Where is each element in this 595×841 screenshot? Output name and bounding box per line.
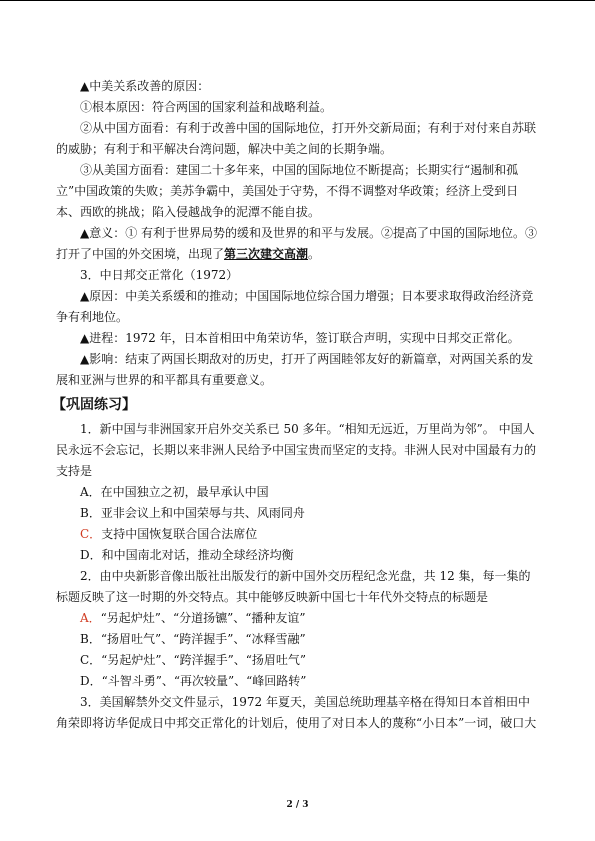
document-body bbox=[52, 76, 540, 734]
japan-title: 3．中日邦交正常化（1972） bbox=[80, 268, 239, 282]
q1-option-b: B．亚非会议上和中国荣辱与共、风雨同舟 bbox=[80, 506, 305, 520]
significance-text: ▲意义：① 有利于世界局势的缓和及世界的和平与发展。②提高了中国的国际地位。③打开了中国的外交困境，出现了 bbox=[56, 226, 538, 261]
q2-option-c: C．“另起炉灶”、“跨洋握手”、“扬眉吐气” bbox=[80, 653, 306, 667]
q2-stem: 2．由中央新影音像出版社出版发行的新中国外交历程纪念光盘，共 12 集，每一集的标题反映了这一时期的外交特点。其中能够反映新中国七十年代外交特点的标题是 bbox=[56, 569, 531, 604]
page-number: 2 / 3 bbox=[286, 800, 309, 810]
significance-paragraph bbox=[56, 223, 540, 265]
q2-option-a bbox=[56, 608, 540, 629]
q2-option-a-text: “另起炉灶”、“分道扬镳”、“播种友谊” bbox=[100, 611, 306, 625]
reasons-title: ▲中美关系改善的原因： bbox=[80, 79, 210, 93]
japan-impact: ▲影响：结束了两国长期敌对的历史，打开了两国睦邻友好的新篇章，对两国关系的发展和亚洲与世界的和平都具有重要意义。 bbox=[56, 352, 534, 387]
reason-china: ②从中国方面看：有利于改善中国的国际地位，打开外交新局面；有利于对付来自苏联的威胁；有利于和平解决台湾问题，解决中美之间的长期争端。 bbox=[56, 121, 537, 156]
q1-option-d: D．和中国南北对话，推动全球经济均衡 bbox=[80, 548, 294, 562]
q1-option-c bbox=[56, 524, 540, 545]
header-rule bbox=[0, 0, 595, 1]
q1-option-c-letter: C． bbox=[80, 527, 102, 541]
japan-process: ▲进程：1972 年，日本首相田中角荣访华，签订联合声明，实现中日邦交正常化。 bbox=[80, 331, 520, 345]
q1-stem: 1．新中国与非洲国家开启外交关系已 50 多年。“相知无远近，万里尚为邻”。 中国人民永远不会忘记，长期以来非洲人民给予中国宝贵而坚定的支持。非洲人民对中国最有力的支持是 bbox=[56, 422, 537, 478]
q2-option-d: D．“斗智斗勇”、“再次较量”、“峰回路转” bbox=[80, 674, 307, 688]
q1-option-c-text: 支持中国恢复联合国合法席位 bbox=[101, 527, 258, 541]
reason-root: ①根本原因：符合两国的国家利益和战略利益。 bbox=[80, 100, 333, 114]
significance-emphasis: 第三次建交高潮 bbox=[224, 247, 309, 261]
reason-usa: ③从美国方面看：建国二十多年来，中国的国际地位不断提高；长期实行“遏制和孤立”中国政策的失败；美苏争霸中，美国处于守势，不得不调整对华政策；经济上受到日本、西欧的挑战；陷入侵越战争的泥潭不能自拔。 bbox=[56, 163, 519, 219]
q3-stem: 3．美国解禁外交文件显示，1972 年夏天，美国总统助理基辛格在得知日本首相田中角荣即将访华促成日中邦交正常化的计划后，使用了对日本人的蔑称“小日本”一词，破口大 bbox=[56, 695, 537, 730]
q2-option-a-letter: A． bbox=[80, 611, 101, 625]
q1-option-a: A．在中国独立之初，最早承认中国 bbox=[80, 485, 269, 499]
exercise-heading: 【巩固练习】 bbox=[52, 397, 136, 413]
significance-end: 。 bbox=[308, 247, 321, 261]
japan-cause: ▲原因：中美关系缓和的推动；中国国际地位综合国力增强；日本要求取得政治经济竞争有利地位。 bbox=[56, 289, 534, 324]
q2-option-b: B．“扬眉吐气”、“跨洋握手”、“冰释雪融” bbox=[80, 632, 306, 646]
